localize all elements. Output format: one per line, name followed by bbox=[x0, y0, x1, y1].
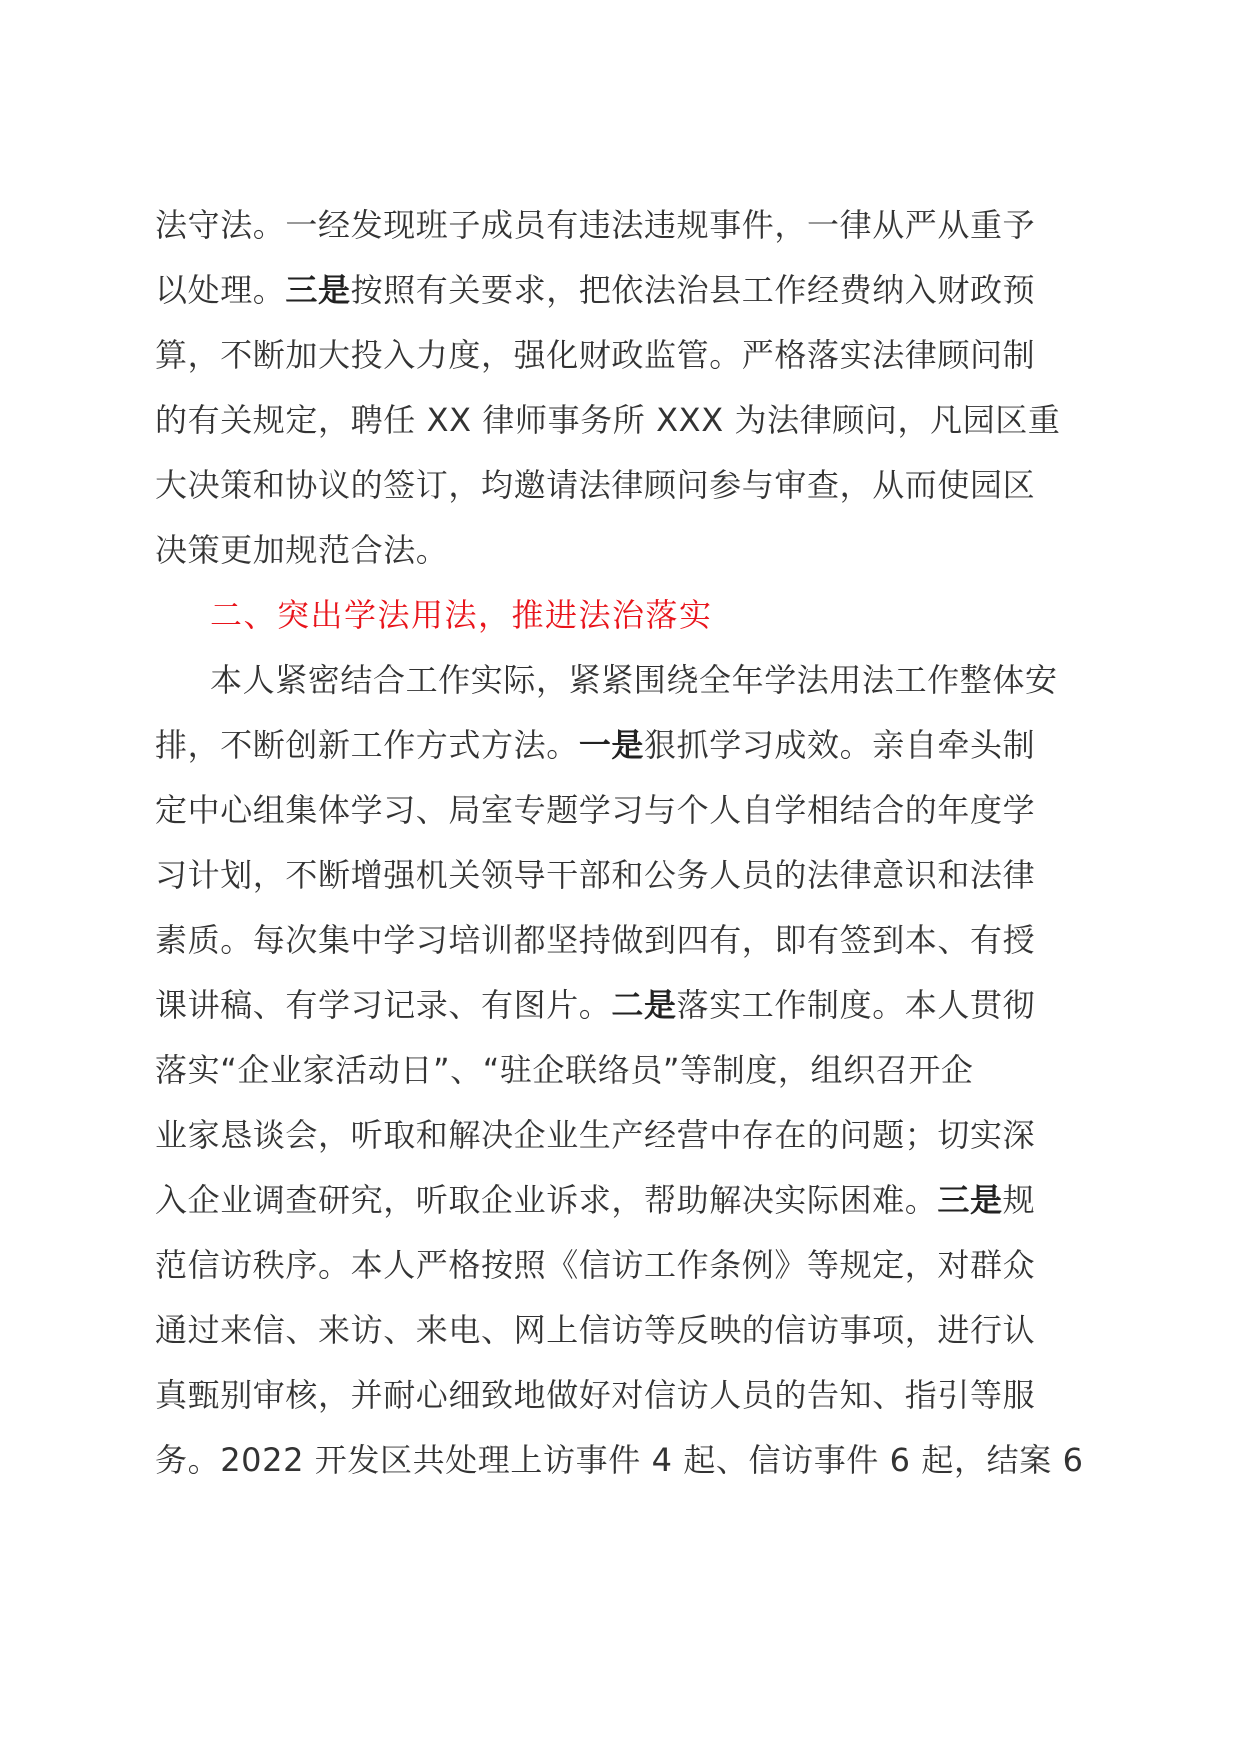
text-run: 业家恳谈会，听取和解决企业生产经营中存在的问题；切实深 bbox=[155, 1116, 1036, 1154]
paragraph-line bbox=[155, 1428, 1085, 1493]
text-run: 课讲稿、有学习记录、有图片。 bbox=[155, 986, 612, 1024]
text-run: 二、突出学法用法，推进法治落实 bbox=[210, 596, 713, 634]
section-heading bbox=[155, 583, 1085, 648]
document-body bbox=[155, 193, 1085, 1493]
paragraph-line bbox=[155, 1103, 1085, 1168]
text-run: 落实“企业家活动日”、“驻企联络员”等制度，组织召开企 bbox=[155, 1051, 974, 1089]
paragraph-line bbox=[155, 778, 1085, 843]
text-run: 按照有关要求，把依法治县工作经费纳入财政预 bbox=[350, 271, 1036, 309]
paragraph-line bbox=[155, 1038, 1085, 1103]
bold-marker: 二是 bbox=[611, 986, 677, 1024]
text-run: 入企业调查研究，听取企业诉求，帮助解决实际困难。 bbox=[155, 1181, 938, 1219]
paragraph-line bbox=[155, 193, 1085, 258]
bold-marker: 一是 bbox=[578, 726, 645, 764]
paragraph-line bbox=[155, 973, 1085, 1038]
text-run: 通过来信、来访、来电、网上信访等反映的信访事项，进行认 bbox=[155, 1311, 1036, 1349]
paragraph-line bbox=[155, 1363, 1085, 1428]
text-run: 本人紧密结合工作实际，紧紧围绕全年学法用法工作整体安 bbox=[210, 661, 1058, 699]
text-run: 务。2022 开发区共处理上访事件 4 起、信访事件 6 起，结案 6 bbox=[155, 1441, 1084, 1479]
text-run: 算，不断加大投入力度，强化财政监管。严格落实法律顾问制 bbox=[155, 336, 1036, 374]
text-run: 决策更加规范合法。 bbox=[155, 531, 449, 569]
paragraph-line bbox=[155, 1298, 1085, 1363]
bold-marker: 三是 bbox=[937, 1181, 1003, 1219]
paragraph-line bbox=[155, 713, 1085, 778]
paragraph-line bbox=[155, 323, 1085, 388]
text-run: 定中心组集体学习、局室专题学习与个人自学相结合的年度学 bbox=[155, 791, 1036, 829]
text-run: 真甄别审核，并耐心细致地做好对信访人员的告知、指引等服 bbox=[155, 1376, 1036, 1414]
text-run: 大决策和协议的签订，均邀请法律顾问参与审查，从而使园区 bbox=[155, 466, 1036, 504]
paragraph-line bbox=[155, 1233, 1085, 1298]
text-run: 排，不断创新工作方式方法。 bbox=[155, 726, 579, 764]
paragraph-line bbox=[155, 843, 1085, 908]
text-run: 法守法。一经发现班子成员有违法违规事件，一律从严从重予 bbox=[155, 206, 1036, 244]
text-run: 范信访秩序。本人严格按照《信访工作条例》等规定，对群众 bbox=[155, 1246, 1036, 1284]
text-run: 素质。每次集中学习培训都坚持做到四有，即有签到本、有授 bbox=[155, 921, 1036, 959]
paragraph-line bbox=[155, 908, 1085, 973]
text-run: 落实工作制度。本人贯彻 bbox=[676, 986, 1036, 1024]
paragraph-line bbox=[155, 1168, 1085, 1233]
text-run: 规 bbox=[1002, 1181, 1036, 1219]
paragraph-line bbox=[155, 258, 1085, 323]
paragraph-line bbox=[155, 518, 1085, 583]
text-run: 的有关规定，聘任 XX 律师事务所 XXX 为法律顾问，凡园区重 bbox=[155, 401, 1061, 439]
paragraph-line bbox=[155, 453, 1085, 518]
text-run: 以处理。 bbox=[155, 271, 286, 309]
paragraph-line bbox=[155, 648, 1085, 713]
text-run: 狠抓学习成效。亲自牵头制 bbox=[644, 726, 1036, 764]
bold-marker: 三是 bbox=[285, 271, 351, 309]
paragraph-line bbox=[155, 388, 1085, 453]
text-run: 习计划，不断增强机关领导干部和公务人员的法律意识和法律 bbox=[155, 856, 1036, 894]
